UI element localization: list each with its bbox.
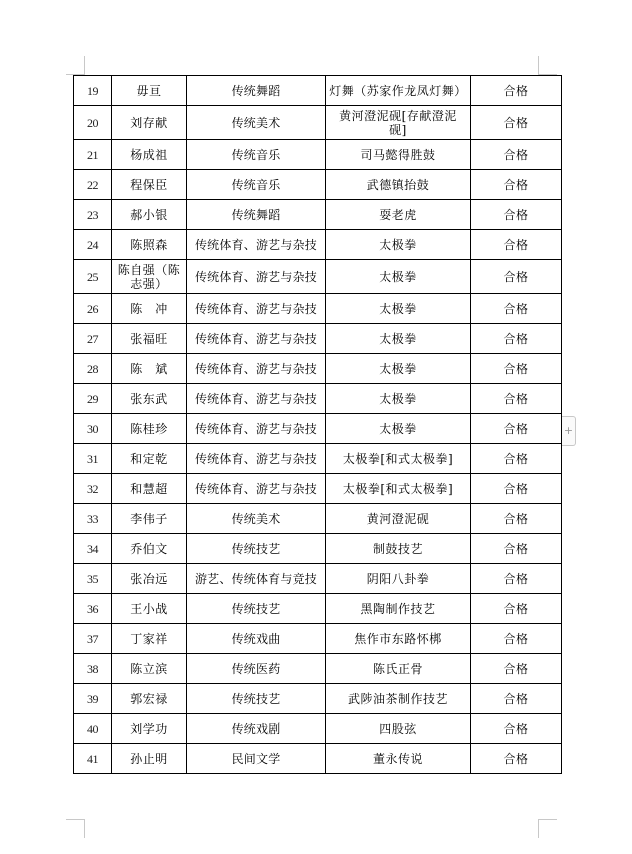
heritage-category[interactable]: 传统美术 <box>187 504 326 534</box>
inheritor-name[interactable]: 陈 斌 <box>112 354 187 384</box>
heritage-project[interactable]: 武陟油茶制作技艺 <box>326 684 471 714</box>
assessment-result[interactable]: 合格 <box>471 384 562 414</box>
assessment-result[interactable]: 合格 <box>471 594 562 624</box>
heritage-project[interactable]: 董永传说 <box>326 744 471 774</box>
inheritor-name[interactable]: 刘存献 <box>112 106 187 140</box>
table-row <box>74 714 562 744</box>
row-number[interactable]: 34 <box>74 534 112 564</box>
assessment-result[interactable]: 合格 <box>471 140 562 170</box>
inheritor-name[interactable]: 陈 冲 <box>112 294 187 324</box>
inheritor-name[interactable]: 张东武 <box>112 384 187 414</box>
heritage-category[interactable]: 传统体育、游艺与杂技 <box>187 474 326 504</box>
heritage-project[interactable]: 制鼓技艺 <box>326 534 471 564</box>
row-number[interactable]: 35 <box>74 564 112 594</box>
row-number[interactable]: 22 <box>74 170 112 200</box>
assessment-result[interactable]: 合格 <box>471 260 562 294</box>
table-row <box>74 76 562 106</box>
heritage-category[interactable]: 传统体育、游艺与杂技 <box>187 324 326 354</box>
row-number[interactable]: 39 <box>74 684 112 714</box>
heritage-project[interactable]: 太极拳 <box>326 260 471 294</box>
assessment-result[interactable]: 合格 <box>471 474 562 504</box>
table-row <box>74 564 562 594</box>
table-row <box>74 106 562 140</box>
row-number[interactable]: 41 <box>74 744 112 774</box>
heritage-project[interactable]: 武德镇抬鼓 <box>326 170 471 200</box>
inheritor-name[interactable]: 陈立滨 <box>112 654 187 684</box>
heritage-project[interactable]: 太极拳 <box>326 384 471 414</box>
inheritor-name[interactable]: 陈照森 <box>112 230 187 260</box>
row-number[interactable]: 23 <box>74 200 112 230</box>
assessment-result[interactable]: 合格 <box>471 714 562 744</box>
heritage-category[interactable]: 传统体育、游艺与杂技 <box>187 260 326 294</box>
heritage-project[interactable]: 太极拳 <box>326 324 471 354</box>
add-column-button[interactable] <box>562 416 576 446</box>
table-row <box>74 324 562 354</box>
margin-corner-bottom-right <box>538 819 557 838</box>
table-row <box>74 534 562 564</box>
heritage-category[interactable]: 传统体育、游艺与杂技 <box>187 354 326 384</box>
inheritor-name[interactable]: 张福旺 <box>112 324 187 354</box>
row-number[interactable]: 24 <box>74 230 112 260</box>
heritage-project[interactable]: 陈氏正骨 <box>326 654 471 684</box>
assessment-result[interactable]: 合格 <box>471 200 562 230</box>
table-row <box>74 200 562 230</box>
row-number[interactable]: 25 <box>74 260 112 294</box>
row-number[interactable]: 31 <box>74 444 112 474</box>
heritage-category[interactable]: 传统体育、游艺与杂技 <box>187 414 326 444</box>
assessment-result[interactable]: 合格 <box>471 76 562 106</box>
row-number[interactable]: 28 <box>74 354 112 384</box>
heritage-category[interactable]: 传统戏曲 <box>187 624 326 654</box>
table-row <box>74 654 562 684</box>
row-number[interactable]: 36 <box>74 594 112 624</box>
assessment-result[interactable]: 合格 <box>471 624 562 654</box>
inheritor-name[interactable]: 程保臣 <box>112 170 187 200</box>
inheritor-name[interactable]: 王小战 <box>112 594 187 624</box>
inheritor-name[interactable]: 杨成祖 <box>112 140 187 170</box>
heritage-category[interactable]: 传统技艺 <box>187 534 326 564</box>
heritage-category[interactable]: 传统体育、游艺与杂技 <box>187 444 326 474</box>
inheritor-name[interactable]: 乔伯文 <box>112 534 187 564</box>
table-row <box>74 140 562 170</box>
heritage-project[interactable]: 黑陶制作技艺 <box>326 594 471 624</box>
inheritor-name[interactable]: 刘学功 <box>112 714 187 744</box>
table-row <box>74 504 562 534</box>
heritage-category[interactable]: 传统音乐 <box>187 170 326 200</box>
table-row <box>74 260 562 294</box>
inheritor-name[interactable]: 郭宏禄 <box>112 684 187 714</box>
row-number[interactable]: 33 <box>74 504 112 534</box>
margin-corner-top-right <box>538 56 557 75</box>
inheritor-name[interactable]: 张冶远 <box>112 564 187 594</box>
assessment-result[interactable]: 合格 <box>471 504 562 534</box>
heritage-category[interactable]: 传统技艺 <box>187 594 326 624</box>
assessment-result[interactable]: 合格 <box>471 170 562 200</box>
plus-icon: + <box>563 424 574 437</box>
inheritor-name[interactable]: 李伟子 <box>112 504 187 534</box>
heritage-project[interactable]: 司马懿得胜鼓 <box>326 140 471 170</box>
table-row <box>74 444 562 474</box>
heritage-category[interactable]: 传统技艺 <box>187 684 326 714</box>
heritage-project[interactable]: 黄河澄泥砚 <box>326 504 471 534</box>
table-row <box>74 744 562 774</box>
heritage-project[interactable]: 焦作市东路怀梆 <box>326 624 471 654</box>
table-row <box>74 384 562 414</box>
assessment-result[interactable]: 合格 <box>471 414 562 444</box>
table-row <box>74 594 562 624</box>
assessment-result[interactable]: 合格 <box>471 354 562 384</box>
heritage-project[interactable]: 太极拳 <box>326 414 471 444</box>
heritage-category[interactable]: 民间文学 <box>187 744 326 774</box>
assessment-result[interactable]: 合格 <box>471 654 562 684</box>
heritage-category[interactable]: 传统医药 <box>187 654 326 684</box>
table-row <box>74 684 562 714</box>
assessment-result[interactable]: 合格 <box>471 230 562 260</box>
heritage-category[interactable]: 传统体育、游艺与杂技 <box>187 294 326 324</box>
row-number[interactable]: 21 <box>74 140 112 170</box>
row-number[interactable]: 32 <box>74 474 112 504</box>
inheritor-name[interactable]: 丁家祥 <box>112 624 187 654</box>
table-row <box>74 170 562 200</box>
heritage-inheritor-table <box>73 75 562 774</box>
row-number[interactable]: 27 <box>74 324 112 354</box>
heritage-category[interactable]: 传统体育、游艺与杂技 <box>187 384 326 414</box>
heritage-project[interactable]: 太极拳[和式太极拳] <box>326 474 471 504</box>
heritage-project[interactable]: 太极拳 <box>326 230 471 260</box>
row-number[interactable]: 40 <box>74 714 112 744</box>
inheritor-name[interactable]: 郝小银 <box>112 200 187 230</box>
row-number[interactable]: 38 <box>74 654 112 684</box>
inheritor-name[interactable]: 和定乾 <box>112 444 187 474</box>
assessment-result[interactable]: 合格 <box>471 444 562 474</box>
inheritor-name[interactable]: 孙止明 <box>112 744 187 774</box>
row-number[interactable]: 26 <box>74 294 112 324</box>
assessment-result[interactable]: 合格 <box>471 106 562 140</box>
assessment-result[interactable]: 合格 <box>471 744 562 774</box>
table-row <box>74 354 562 384</box>
row-number[interactable]: 19 <box>74 76 112 106</box>
row-number[interactable]: 29 <box>74 384 112 414</box>
heritage-category[interactable]: 传统美术 <box>187 106 326 140</box>
heritage-project[interactable]: 灯舞（苏家作龙凤灯舞） <box>326 76 471 106</box>
inheritor-name[interactable]: 陈自强（陈志强） <box>112 260 187 294</box>
assessment-result[interactable]: 合格 <box>471 294 562 324</box>
inheritor-name[interactable]: 陈桂珍 <box>112 414 187 444</box>
heritage-category[interactable]: 传统戏剧 <box>187 714 326 744</box>
heritage-category[interactable]: 传统体育、游艺与杂技 <box>187 230 326 260</box>
table-row <box>74 624 562 654</box>
heritage-category[interactable]: 游艺、传统体育与竞技 <box>187 564 326 594</box>
inheritor-name[interactable]: 和慧超 <box>112 474 187 504</box>
row-number[interactable]: 37 <box>74 624 112 654</box>
heritage-project[interactable]: 黄河澄泥砚[存献澄泥砚] <box>326 106 471 140</box>
heritage-category[interactable]: 传统舞蹈 <box>187 200 326 230</box>
table-row <box>74 474 562 504</box>
row-number[interactable]: 20 <box>74 106 112 140</box>
inheritor-name[interactable]: 毋亘 <box>112 76 187 106</box>
assessment-result[interactable]: 合格 <box>471 564 562 594</box>
heritage-project[interactable]: 太极拳 <box>326 294 471 324</box>
table-row <box>74 230 562 260</box>
heritage-project[interactable]: 耍老虎 <box>326 200 471 230</box>
heritage-project[interactable]: 四股弦 <box>326 714 471 744</box>
assessment-result[interactable]: 合格 <box>471 534 562 564</box>
row-number[interactable]: 30 <box>74 414 112 444</box>
heritage-project[interactable]: 太极拳 <box>326 354 471 384</box>
table-row <box>74 294 562 324</box>
table-row <box>74 414 562 444</box>
heritage-category[interactable]: 传统音乐 <box>187 140 326 170</box>
heritage-category[interactable]: 传统舞蹈 <box>187 76 326 106</box>
assessment-result[interactable]: 合格 <box>471 324 562 354</box>
heritage-project[interactable]: 太极拳[和式太极拳] <box>326 444 471 474</box>
margin-corner-bottom-left <box>66 819 85 838</box>
assessment-result[interactable]: 合格 <box>471 684 562 714</box>
margin-corner-top-left <box>66 56 85 75</box>
heritage-project[interactable]: 阴阳八卦拳 <box>326 564 471 594</box>
